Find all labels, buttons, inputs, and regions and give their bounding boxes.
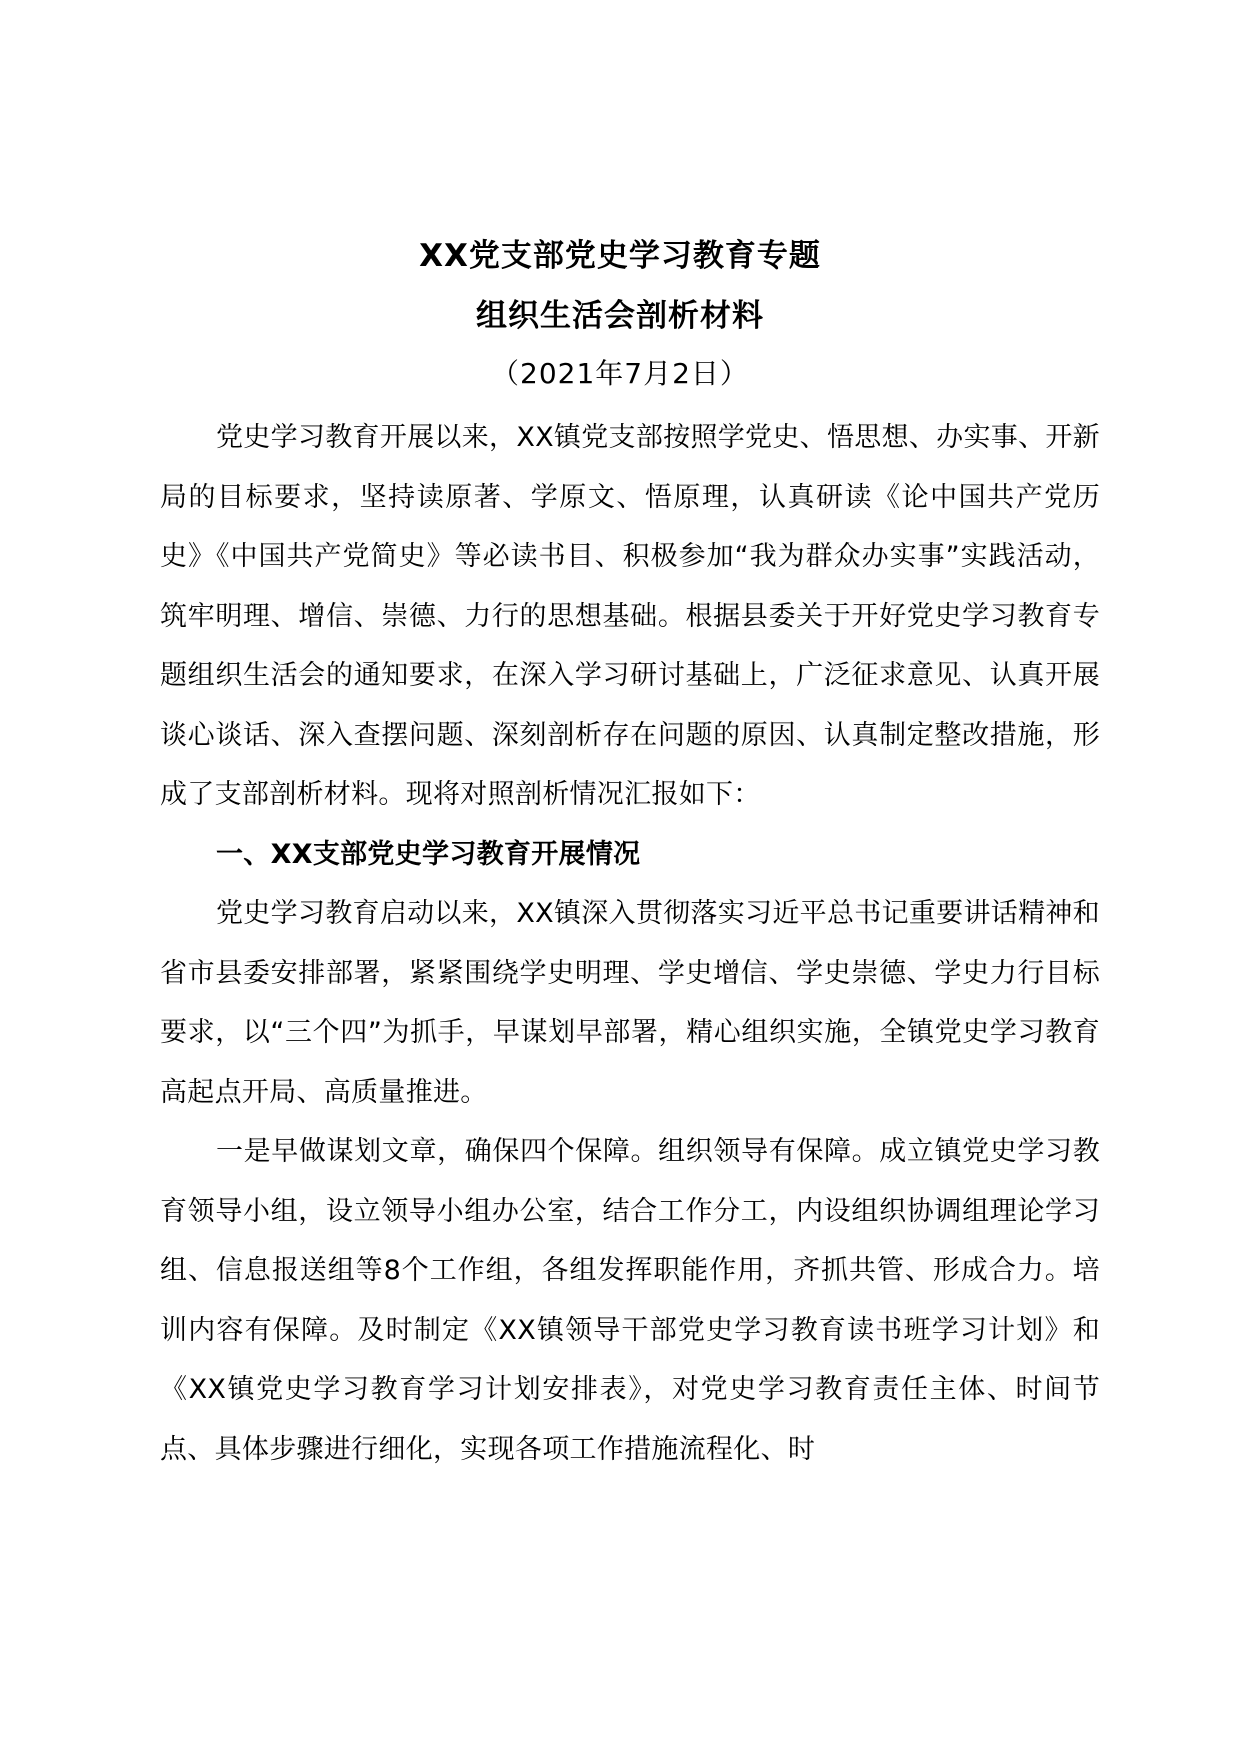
section1-paragraph-1: 党史学习教育启动以来，XX镇深入贯彻落实习近平总书记重要讲话精神和省市县委安排部署，紧紧围绕学史明理、学史增信、学史崇德、学史力行目标要求，以“三个四”为抓手，早谋划早部署，精心组织实施，全镇党史学习教育高起点开局、高质量推进。 [160,898,1100,1108]
intro-paragraph: 党史学习教育开展以来，XX镇党支部按照学党史、悟思想、办实事、开新局的目标要求，坚持读原著、学原文、悟原理，认真研读《论中国共产党历史》《中国共产党简史》等必读书目、积极参加“我为群众办实事”实践活动，筑牢明理、增信、崇德、力行的思想基础。根据县委关于开好党史学习教育专题组织生活会的通知要求，在深入学习研讨基础上，广泛征求意见、认真开展谈心谈话、深入查摆问题、深刻剖析存在问题的原因、认真制定整改措施，形成了支部剖析材料。现将对照剖析情况汇报如下： [160,422,1100,810]
section-heading-1: 一、XX支部党史学习教育开展情况 [216,838,641,870]
title-block [0,226,1240,404]
section1-paragraph-2: 一是早做谋划文章，确保四个保障。组织领导有保障。成立镇党史学习教育领导小组，设立领导小组办公室，结合工作分工，内设组织协调组理论学习组、信息报送组等8个工作组，各组发挥职能作用，齐抓共管、形成合力。培训内容有保障。及时制定《XX镇领导干部党史学习教育读书班学习计划》和《XX镇党史学习教育学习计划安排表》，对党史学习教育责任主体、时间节点、具体步骤进行细化，实现各项工作措施流程化、时 [160,1136,1100,1465]
document-title-line-2: 组织生活会剖析材料 [476,298,764,334]
document-title-line-1: XX党支部党史学习教育专题 [419,238,821,274]
document-date: （2021年7月2日） [491,357,749,390]
document-body [160,408,1100,1479]
